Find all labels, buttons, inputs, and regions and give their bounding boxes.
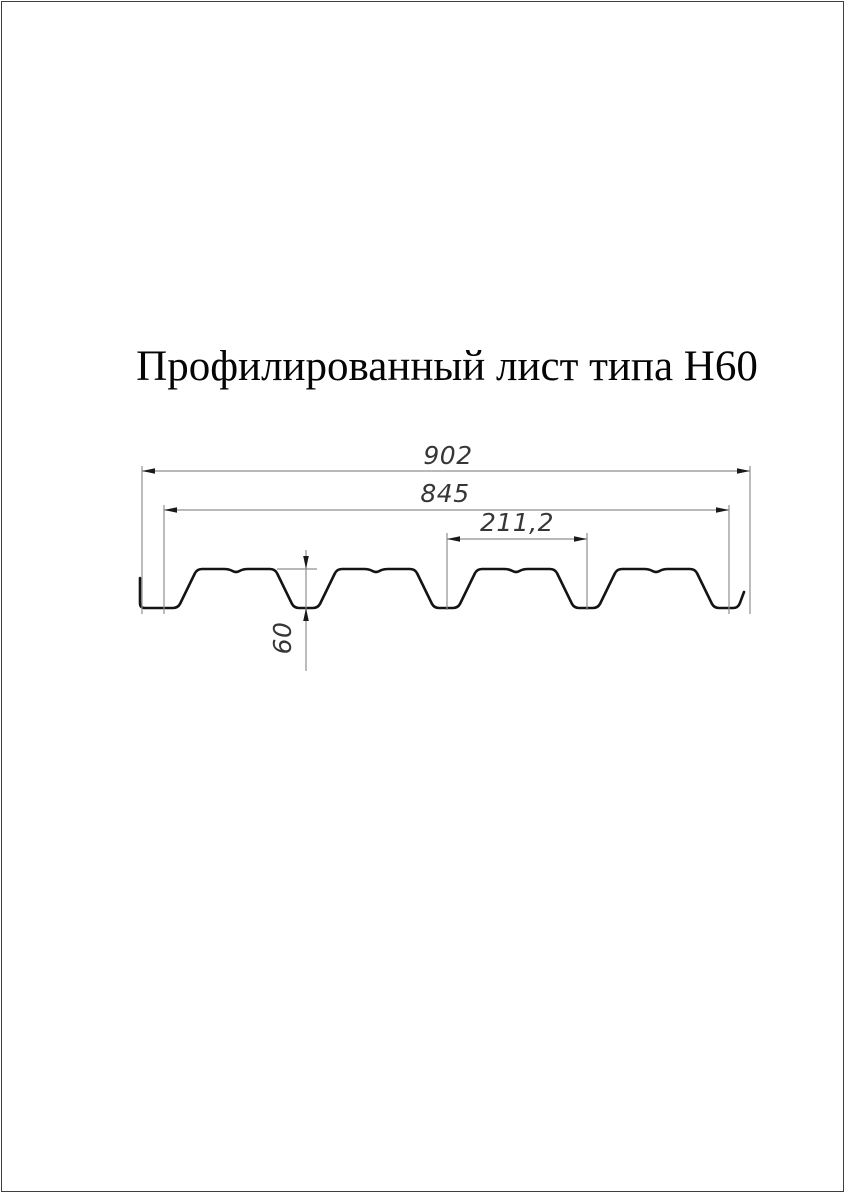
dim-60-arrow-top — [303, 556, 309, 569]
dim-211-2-arrow-right — [574, 536, 587, 542]
dim-211-2-arrow-left — [447, 536, 460, 542]
dim-211-2-label: 211,2 — [479, 508, 555, 537]
dim-60-arrow-bottom — [303, 608, 309, 621]
drawing-title: Профилированный лист типа Н60 — [136, 343, 758, 390]
dim-845-arrow-left — [164, 507, 177, 513]
dim-845-label: 845 — [420, 479, 470, 508]
dim-902-label: 902 — [423, 441, 473, 470]
sheet-profile-outline — [140, 569, 744, 608]
dim-845-arrow-right — [716, 507, 729, 513]
dim-902-arrow-right — [737, 468, 750, 474]
dim-902-arrow-left — [142, 468, 155, 474]
dim-60-label: 60 — [268, 621, 297, 655]
